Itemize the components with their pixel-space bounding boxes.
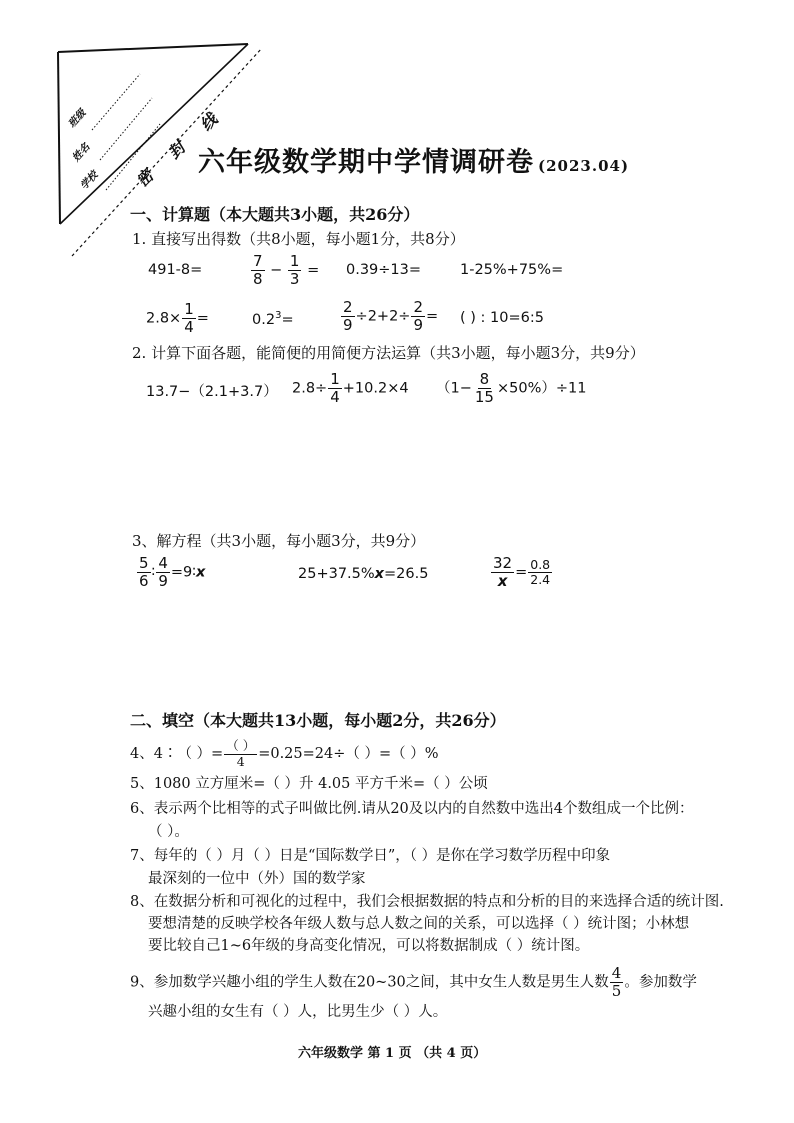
q3-heading: 3、解方程（共3小题，每小题3分，共9分） (132, 532, 426, 550)
page-title (198, 140, 629, 179)
expr-text: 2.8÷ (292, 380, 328, 397)
equals: = (196, 310, 209, 327)
numerator: 1 (289, 252, 300, 270)
q8-line-1: 8、在数据分析和可视化的过程中，我们会根据数据的特点和分析的目的来选择合适的统计图. (130, 894, 724, 910)
exponent: 3 (275, 310, 282, 321)
expr-text: 25+37.5% (298, 566, 375, 582)
exam-date: (2023.04) (538, 157, 630, 175)
q2-item-b (292, 372, 409, 405)
seal-word-feng: 封 (164, 137, 190, 163)
numerator: 7 (253, 252, 263, 270)
q5: 5、1080 立方厘米=（ ）升 4.05 平方千米=（ ）公顷 (130, 776, 488, 792)
q8-line-3: 要比较自己1~6年级的身高变化情况，可以将数据制成（ ）统计图。 (148, 938, 590, 954)
equals: = (281, 311, 294, 328)
fraction (156, 556, 170, 589)
expr-text: +10.2×4 (342, 380, 409, 397)
denominator: 2.4 (530, 572, 551, 587)
numerator: （ ） (226, 738, 256, 753)
fraction (288, 254, 302, 287)
q1-heading: 1. 直接写出得数（共8小题，每小题1分，共8分） (132, 230, 465, 248)
q1-item-d: 1-25%+75%= (460, 262, 564, 278)
binding-label-school: 学校 (78, 169, 101, 192)
equals: = (307, 262, 320, 279)
fraction (411, 300, 425, 333)
variable-x: x (196, 564, 206, 581)
seal-word-mi: 密 (132, 165, 158, 191)
fraction (610, 966, 624, 999)
denominator: 9 (413, 316, 423, 334)
section-2-heading: 二、填空（本大题共13小题，每小题2分，共26分） (130, 711, 506, 730)
q1-item-a: 491-8= (148, 262, 203, 278)
denominator: x (497, 572, 508, 590)
operator: − (270, 262, 283, 279)
q7-line-1: 7、每年的（ ）月（ ）日是“国际数学日”，（ ）是你在学习数学历程中印象 (130, 848, 611, 864)
q7-line-2: 最深刻的一位中（外）国的数学家 (148, 871, 366, 887)
expr-text: 2.8× (146, 310, 182, 327)
q9-line-2: 兴趣小组的女生有（ ）人，比男生少（ ）人。 (148, 1004, 448, 1020)
q8-line-2: 要想清楚的反映学校各年级人数与总人数之间的关系，可以选择（ ）统计图；小林想 (148, 916, 690, 932)
fraction (251, 254, 265, 287)
title-text: 六年级数学期中学情调研卷 (198, 147, 534, 178)
page-footer: 六年级数学 第 1 页 （共 4 页） (298, 1046, 487, 1061)
fraction (137, 556, 151, 589)
fraction (341, 300, 355, 333)
numerator: 0.8 (530, 556, 551, 572)
q9-text: 。参加数学 (624, 974, 697, 991)
fraction (224, 740, 257, 768)
binding-label-class: 班级 (66, 107, 89, 130)
denominator: 4 (330, 388, 340, 406)
q6-line-2: （ ）。 (148, 824, 189, 840)
numerator: 2 (413, 298, 423, 316)
q2-item-c (436, 372, 586, 405)
q1-item-b (250, 254, 319, 287)
numerator: 5 (139, 554, 149, 572)
denominator: 15 (474, 388, 494, 406)
colon: ∶ (151, 564, 156, 581)
q4-text: 4、4∶（ ）= (130, 746, 224, 762)
expr-text: =9∶ (170, 564, 197, 581)
q4-text: =0.25=24÷（ ）=（ ）% (258, 746, 439, 762)
variable-x: x (374, 566, 385, 582)
q1-item-e (146, 302, 209, 335)
seal-word-xian: 线 (196, 109, 222, 135)
numerator: 4 (611, 964, 622, 982)
base: 0.2 (252, 311, 276, 328)
binding-label-name: 姓名 (70, 141, 93, 164)
q1-item-h: ( ) : 10=6:5 (460, 310, 544, 326)
q9-line-1 (130, 966, 697, 999)
fraction (182, 302, 196, 335)
q2-heading: 2. 计算下面各题，能简便的用简便方法运算（共3小题，每小题3分，共9分） (132, 344, 645, 362)
expr-text: =26.5 (384, 566, 429, 582)
equals: = (426, 308, 439, 325)
denominator: 6 (139, 572, 149, 590)
q3-item-c (490, 556, 553, 589)
equals: = (515, 564, 528, 581)
fraction (473, 372, 496, 405)
fraction (528, 556, 552, 587)
q1-item-f (252, 310, 294, 328)
denominator: 9 (343, 316, 353, 334)
q3-item-a (136, 556, 205, 589)
numerator: 1 (184, 300, 194, 318)
denominator: 3 (289, 270, 300, 288)
denominator: 5 (611, 982, 622, 1000)
q2-item-a: 13.7−（2.1+3.7） (146, 384, 278, 400)
q1-item-c: 0.39÷13= (346, 262, 422, 278)
fraction (328, 372, 342, 405)
denominator: 4 (236, 753, 245, 769)
q9-text: 9、参加数学兴趣小组的学生人数在20~30之间，其中女生人数是男生人数 (130, 974, 609, 991)
numerator: 8 (479, 370, 490, 388)
expr-text: （1− (436, 380, 472, 397)
section-1-heading: 一、计算题（本大题共3小题，共26分） (130, 205, 420, 224)
q3-item-b (298, 566, 428, 582)
expr-text: ÷2+2÷ (355, 308, 411, 325)
q6-line-1: 6、表示两个比相等的式子叫做比例.请从20及以内的自然数中选出4个数组成一个比例： (130, 801, 694, 817)
numerator: 4 (158, 554, 168, 572)
expr-text: ×50%）÷11 (496, 380, 587, 397)
numerator: 2 (343, 298, 353, 316)
q1-item-g (340, 300, 438, 333)
q4 (130, 740, 439, 768)
denominator: 4 (184, 318, 194, 336)
denominator: 8 (253, 270, 263, 288)
denominator: 9 (158, 572, 168, 590)
fraction (491, 556, 514, 589)
numerator: 32 (493, 554, 513, 572)
numerator: 1 (330, 370, 340, 388)
